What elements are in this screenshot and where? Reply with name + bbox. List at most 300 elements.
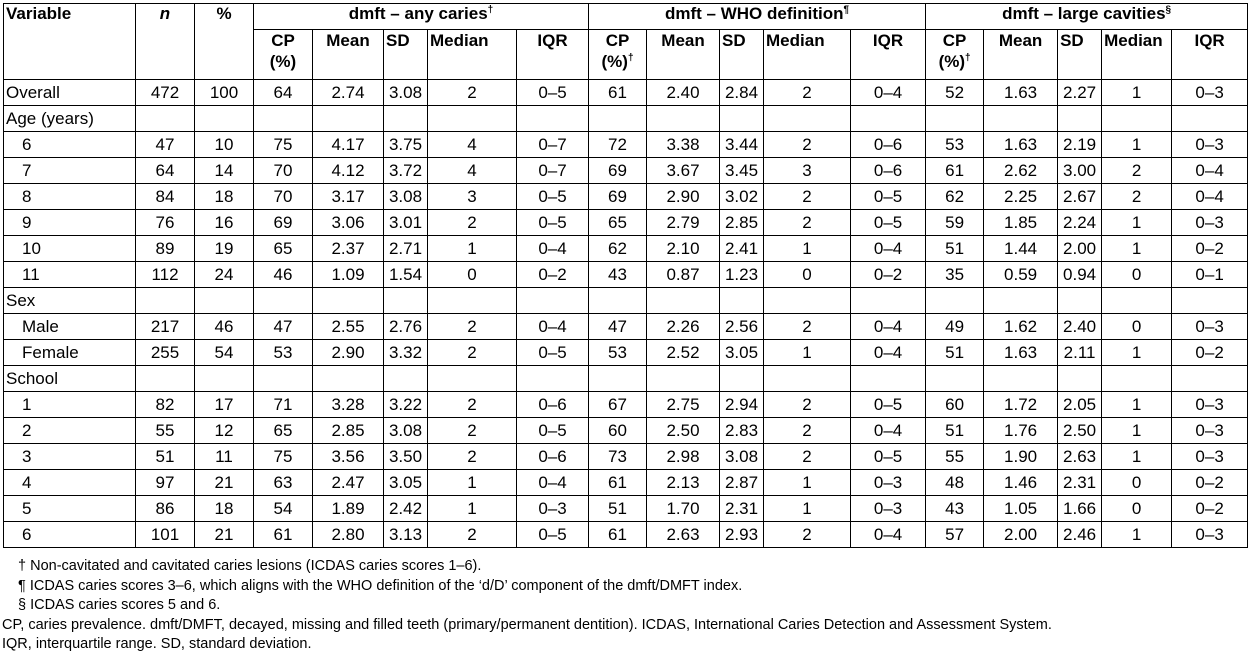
table-cell: 2.50	[1058, 418, 1102, 444]
table-cell: 0–3	[1172, 80, 1248, 106]
table-cell: 3.13	[384, 522, 428, 548]
table-cell: 2	[428, 418, 517, 444]
table-cell: 0–3	[1172, 132, 1248, 158]
table-cell: 0–3	[517, 496, 589, 522]
empty-cell	[136, 366, 195, 392]
table-cell: 2.24	[1058, 210, 1102, 236]
col-header-cp: CP (%)†	[926, 30, 984, 80]
empty-cell	[851, 106, 926, 132]
col-header-median: Median	[1102, 30, 1172, 80]
row-label: 4	[4, 470, 136, 496]
table-cell: 0–4	[1172, 184, 1248, 210]
col-header-cp: CP (%)	[254, 30, 313, 80]
empty-cell	[1058, 366, 1102, 392]
table-cell: 2.00	[984, 522, 1058, 548]
table-cell: 1	[1102, 522, 1172, 548]
table-cell: 2.93	[720, 522, 764, 548]
table-cell: 71	[254, 392, 313, 418]
header-row-1	[4, 4, 1248, 30]
table-cell: 1.63	[984, 80, 1058, 106]
empty-cell	[720, 366, 764, 392]
table-cell: 100	[195, 80, 254, 106]
table-cell: 21	[195, 522, 254, 548]
col-header-median: Median	[428, 30, 517, 80]
table-cell: 1	[1102, 236, 1172, 262]
table-cell: 2.46	[1058, 522, 1102, 548]
row-label: 1	[4, 392, 136, 418]
table-cell: 1.62	[984, 314, 1058, 340]
group-header-any-caries: dmft – any caries†	[254, 4, 589, 30]
table-cell: 1.89	[313, 496, 384, 522]
table-cell: 2.62	[984, 158, 1058, 184]
col-header-mean: Mean	[984, 30, 1058, 80]
table-cell: 3.08	[384, 184, 428, 210]
empty-cell	[313, 106, 384, 132]
table-cell: 0	[428, 262, 517, 288]
table-row	[4, 392, 1248, 418]
table-cell: 0–4	[517, 470, 589, 496]
table-cell: 0–4	[851, 522, 926, 548]
table-cell: 1.63	[984, 132, 1058, 158]
table-cell: 0–5	[851, 392, 926, 418]
table-cell: 1.09	[313, 262, 384, 288]
table-cell: 2.40	[1058, 314, 1102, 340]
empty-cell	[428, 106, 517, 132]
table-cell: 0–4	[851, 236, 926, 262]
table-cell: 0–5	[851, 210, 926, 236]
row-label: 10	[4, 236, 136, 262]
table-cell: 48	[926, 470, 984, 496]
table-cell: 3.72	[384, 158, 428, 184]
table-cell: 64	[136, 158, 195, 184]
table-cell: 0.94	[1058, 262, 1102, 288]
table-cell: 69	[254, 210, 313, 236]
table-cell: 49	[926, 314, 984, 340]
table-cell: 2	[764, 444, 851, 470]
table-cell: 2.90	[313, 340, 384, 366]
empty-cell	[647, 366, 720, 392]
table-cell: 0–7	[517, 132, 589, 158]
table-cell: 1.90	[984, 444, 1058, 470]
table-cell: 4.17	[313, 132, 384, 158]
table-cell: 2.94	[720, 392, 764, 418]
table-cell: 3.08	[720, 444, 764, 470]
table-cell: 101	[136, 522, 195, 548]
empty-cell	[926, 288, 984, 314]
table-cell: 2.67	[1058, 184, 1102, 210]
table-cell: 217	[136, 314, 195, 340]
row-label: 11	[4, 262, 136, 288]
table-cell: 75	[254, 132, 313, 158]
row-label: 7	[4, 158, 136, 184]
empty-cell	[1102, 106, 1172, 132]
col-header-pct: %	[195, 4, 254, 80]
table-cell: 3.00	[1058, 158, 1102, 184]
table-cell: 255	[136, 340, 195, 366]
col-header-iqr: IQR	[851, 30, 926, 80]
table-cell: 64	[254, 80, 313, 106]
table-cell: 60	[926, 392, 984, 418]
table-row	[4, 496, 1248, 522]
table-cell: 70	[254, 158, 313, 184]
empty-cell	[384, 106, 428, 132]
table-cell: 97	[136, 470, 195, 496]
table-cell: 2.85	[720, 210, 764, 236]
row-label: 5	[4, 496, 136, 522]
table-cell: 0–4	[851, 314, 926, 340]
table-row	[4, 340, 1248, 366]
table-cell: 62	[589, 236, 647, 262]
col-header-variable: Variable	[4, 4, 136, 80]
empty-cell	[313, 366, 384, 392]
table-cell: 60	[589, 418, 647, 444]
table-cell: 2.42	[384, 496, 428, 522]
table-cell: 2	[764, 418, 851, 444]
table-cell: 0–4	[517, 314, 589, 340]
table-cell: 53	[926, 132, 984, 158]
table-cell: 4	[428, 158, 517, 184]
empty-cell	[195, 288, 254, 314]
table-cell: 69	[589, 158, 647, 184]
empty-cell	[926, 106, 984, 132]
table-cell: 0–6	[851, 132, 926, 158]
table-cell: 1	[428, 236, 517, 262]
table-cell: 2.76	[384, 314, 428, 340]
row-label: 6	[4, 522, 136, 548]
table-cell: 4.12	[313, 158, 384, 184]
table-cell: 0–5	[517, 340, 589, 366]
section-label: School	[4, 366, 136, 392]
table-cell: 2.41	[720, 236, 764, 262]
table-cell: 2.11	[1058, 340, 1102, 366]
table-cell: 0–5	[517, 210, 589, 236]
table-cell: 3.45	[720, 158, 764, 184]
empty-cell	[984, 288, 1058, 314]
empty-cell	[195, 366, 254, 392]
table-cell: 3.32	[384, 340, 428, 366]
table-cell: 0–6	[517, 392, 589, 418]
table-cell: 112	[136, 262, 195, 288]
table-cell: 2	[764, 522, 851, 548]
table-cell: 0	[1102, 314, 1172, 340]
footnotes	[2, 557, 1243, 655]
table-row	[4, 80, 1248, 106]
table-cell: 2	[428, 340, 517, 366]
table-cell: 2.31	[720, 496, 764, 522]
footnote-section: § ICDAS caries scores 5 and 6.	[18, 597, 221, 613]
table-cell: 1.72	[984, 392, 1058, 418]
table-cell: 70	[254, 184, 313, 210]
table-cell: 24	[195, 262, 254, 288]
table-cell: 2.90	[647, 184, 720, 210]
table-cell: 84	[136, 184, 195, 210]
table-cell: 17	[195, 392, 254, 418]
table-cell: 65	[254, 418, 313, 444]
table-cell: 61	[926, 158, 984, 184]
table-cell: 1.44	[984, 236, 1058, 262]
empty-cell	[517, 106, 589, 132]
section-label: Age (years)	[4, 106, 136, 132]
empty-cell	[313, 288, 384, 314]
table-cell: 3.01	[384, 210, 428, 236]
table-cell: 0–5	[517, 80, 589, 106]
table-cell: 47	[589, 314, 647, 340]
row-label: Overall	[4, 80, 136, 106]
table-cell: 35	[926, 262, 984, 288]
table-cell: 2.31	[1058, 470, 1102, 496]
empty-cell	[254, 288, 313, 314]
table-cell: 2	[428, 210, 517, 236]
table-cell: 1	[1102, 340, 1172, 366]
table-cell: 0–7	[517, 158, 589, 184]
empty-cell	[984, 106, 1058, 132]
table-cell: 2.87	[720, 470, 764, 496]
table-cell: 47	[136, 132, 195, 158]
table-cell: 2.63	[1058, 444, 1102, 470]
table-cell: 2.13	[647, 470, 720, 496]
table-cell: 0	[764, 262, 851, 288]
table-cell: 62	[926, 184, 984, 210]
table-cell: 2	[428, 392, 517, 418]
table-cell: 69	[589, 184, 647, 210]
table-cell: 2	[428, 444, 517, 470]
table-cell: 2.19	[1058, 132, 1102, 158]
section-row	[4, 366, 1248, 392]
table-cell: 51	[926, 418, 984, 444]
empty-cell	[384, 288, 428, 314]
empty-cell	[589, 366, 647, 392]
col-header-sd: SD	[720, 30, 764, 80]
table-cell: 2.40	[647, 80, 720, 106]
empty-cell	[1102, 366, 1172, 392]
table-cell: 18	[195, 184, 254, 210]
table-cell: 2.75	[647, 392, 720, 418]
table-cell: 3.50	[384, 444, 428, 470]
table-cell: 0–5	[517, 418, 589, 444]
table-cell: 2	[764, 210, 851, 236]
table-row	[4, 418, 1248, 444]
col-header-cp: CP (%)†	[589, 30, 647, 80]
table-cell: 1	[1102, 132, 1172, 158]
empty-cell	[136, 288, 195, 314]
empty-cell	[428, 366, 517, 392]
table-cell: 0–5	[851, 184, 926, 210]
table-cell: 54	[254, 496, 313, 522]
table-cell: 2.25	[984, 184, 1058, 210]
table-cell: 3.08	[384, 418, 428, 444]
table-row	[4, 262, 1248, 288]
empty-cell	[254, 366, 313, 392]
table-cell: 3.28	[313, 392, 384, 418]
table-row	[4, 470, 1248, 496]
table-row	[4, 210, 1248, 236]
table-cell: 0–4	[851, 340, 926, 366]
caries-table	[3, 3, 1248, 548]
table-cell: 1	[1102, 418, 1172, 444]
table-cell: 1.85	[984, 210, 1058, 236]
empty-cell	[720, 288, 764, 314]
table-cell: 10	[195, 132, 254, 158]
table-cell: 3.56	[313, 444, 384, 470]
empty-cell	[720, 106, 764, 132]
table-cell: 0–4	[517, 236, 589, 262]
table-cell: 65	[254, 236, 313, 262]
table-cell: 11	[195, 444, 254, 470]
table-cell: 61	[254, 522, 313, 548]
table-cell: 86	[136, 496, 195, 522]
table-cell: 2.63	[647, 522, 720, 548]
row-label: 3	[4, 444, 136, 470]
empty-cell	[647, 288, 720, 314]
table-cell: 0–5	[851, 444, 926, 470]
table-cell: 472	[136, 80, 195, 106]
table-cell: 2	[764, 392, 851, 418]
table-cell: 63	[254, 470, 313, 496]
table-cell: 47	[254, 314, 313, 340]
table-cell: 0–6	[851, 158, 926, 184]
col-header-iqr: IQR	[517, 30, 589, 80]
table-cell: 2.55	[313, 314, 384, 340]
table-cell: 0–2	[1172, 496, 1248, 522]
empty-cell	[136, 106, 195, 132]
col-header-mean: Mean	[647, 30, 720, 80]
table-cell: 2.84	[720, 80, 764, 106]
table-cell: 2.79	[647, 210, 720, 236]
table-cell: 14	[195, 158, 254, 184]
table-cell: 3.44	[720, 132, 764, 158]
table-row	[4, 132, 1248, 158]
empty-cell	[384, 366, 428, 392]
empty-cell	[517, 366, 589, 392]
table-row	[4, 314, 1248, 340]
empty-cell	[589, 106, 647, 132]
section-label: Sex	[4, 288, 136, 314]
table-cell: 2.80	[313, 522, 384, 548]
table-cell: 2	[764, 80, 851, 106]
empty-cell	[926, 366, 984, 392]
table-cell: 0–4	[851, 418, 926, 444]
table-cell: 0–4	[851, 80, 926, 106]
table-row	[4, 444, 1248, 470]
table-cell: 54	[195, 340, 254, 366]
empty-cell	[764, 288, 851, 314]
table-cell: 1	[1102, 392, 1172, 418]
table-cell: 0–2	[851, 262, 926, 288]
col-header-median: Median	[764, 30, 851, 80]
empty-cell	[428, 288, 517, 314]
table-cell: 19	[195, 236, 254, 262]
table-cell: 1	[764, 496, 851, 522]
row-label: 6	[4, 132, 136, 158]
table-cell: 3.06	[313, 210, 384, 236]
table-cell: 12	[195, 418, 254, 444]
table-cell: 0–3	[851, 496, 926, 522]
table-cell: 21	[195, 470, 254, 496]
table-cell: 43	[589, 262, 647, 288]
row-label: 8	[4, 184, 136, 210]
row-label: 9	[4, 210, 136, 236]
table-cell: 0–1	[1172, 262, 1248, 288]
col-header-n: n	[136, 4, 195, 80]
table-cell: 0–2	[1172, 470, 1248, 496]
table-cell: 3.67	[647, 158, 720, 184]
empty-cell	[1172, 288, 1248, 314]
empty-cell	[764, 366, 851, 392]
empty-cell	[254, 106, 313, 132]
table-cell: 3.75	[384, 132, 428, 158]
table-cell: 2.27	[1058, 80, 1102, 106]
table-cell: 0	[1102, 262, 1172, 288]
table-cell: 4	[428, 132, 517, 158]
table-cell: 2.98	[647, 444, 720, 470]
footnote-abbreviations-cont: IQR, interquartile range. SD, standard deviation.	[2, 636, 312, 652]
empty-cell	[851, 288, 926, 314]
section-row	[4, 106, 1248, 132]
col-header-sd: SD	[384, 30, 428, 80]
group-header-who-definition: dmft – WHO definition¶	[589, 4, 926, 30]
table-cell: 2.50	[647, 418, 720, 444]
table-body	[4, 80, 1248, 548]
table-cell: 2.37	[313, 236, 384, 262]
table-cell: 0–3	[1172, 522, 1248, 548]
empty-cell	[647, 106, 720, 132]
table-cell: 73	[589, 444, 647, 470]
table-cell: 1.23	[720, 262, 764, 288]
table-cell: 1.63	[984, 340, 1058, 366]
footnote-pilcrow: ¶ ICDAS caries scores 3–6, which aligns with the WHO definition of the ‘d/D’ component of the dmft/DMFT index.	[18, 577, 743, 594]
table-cell: 1.76	[984, 418, 1058, 444]
table-cell: 2.71	[384, 236, 428, 262]
empty-cell	[517, 288, 589, 314]
table-cell: 2	[764, 184, 851, 210]
table-cell: 1	[764, 470, 851, 496]
table-cell: 61	[589, 80, 647, 106]
empty-cell	[1058, 106, 1102, 132]
empty-cell	[1172, 106, 1248, 132]
table-cell: 2	[428, 314, 517, 340]
col-header-iqr: IQR	[1172, 30, 1248, 80]
table-cell: 46	[195, 314, 254, 340]
table-cell: 61	[589, 522, 647, 548]
table-cell: 1.05	[984, 496, 1058, 522]
table-cell: 1.54	[384, 262, 428, 288]
table-cell: 2	[428, 522, 517, 548]
section-row	[4, 288, 1248, 314]
table-cell: 0–4	[1172, 158, 1248, 184]
table-cell: 51	[926, 340, 984, 366]
table-row	[4, 158, 1248, 184]
table-cell: 55	[136, 418, 195, 444]
table-cell: 61	[589, 470, 647, 496]
empty-cell	[1102, 288, 1172, 314]
table-cell: 1	[764, 340, 851, 366]
table-row	[4, 184, 1248, 210]
table-cell: 2.85	[313, 418, 384, 444]
table-cell: 43	[926, 496, 984, 522]
table-cell: 0–3	[1172, 210, 1248, 236]
table-cell: 51	[926, 236, 984, 262]
table-cell: 1.46	[984, 470, 1058, 496]
table-cell: 2.52	[647, 340, 720, 366]
table-cell: 2.56	[720, 314, 764, 340]
table-cell: 1.70	[647, 496, 720, 522]
table-cell: 3.05	[384, 470, 428, 496]
table-cell: 2	[764, 314, 851, 340]
empty-cell	[984, 366, 1058, 392]
table-cell: 3.17	[313, 184, 384, 210]
table-cell: 59	[926, 210, 984, 236]
empty-cell	[851, 366, 926, 392]
